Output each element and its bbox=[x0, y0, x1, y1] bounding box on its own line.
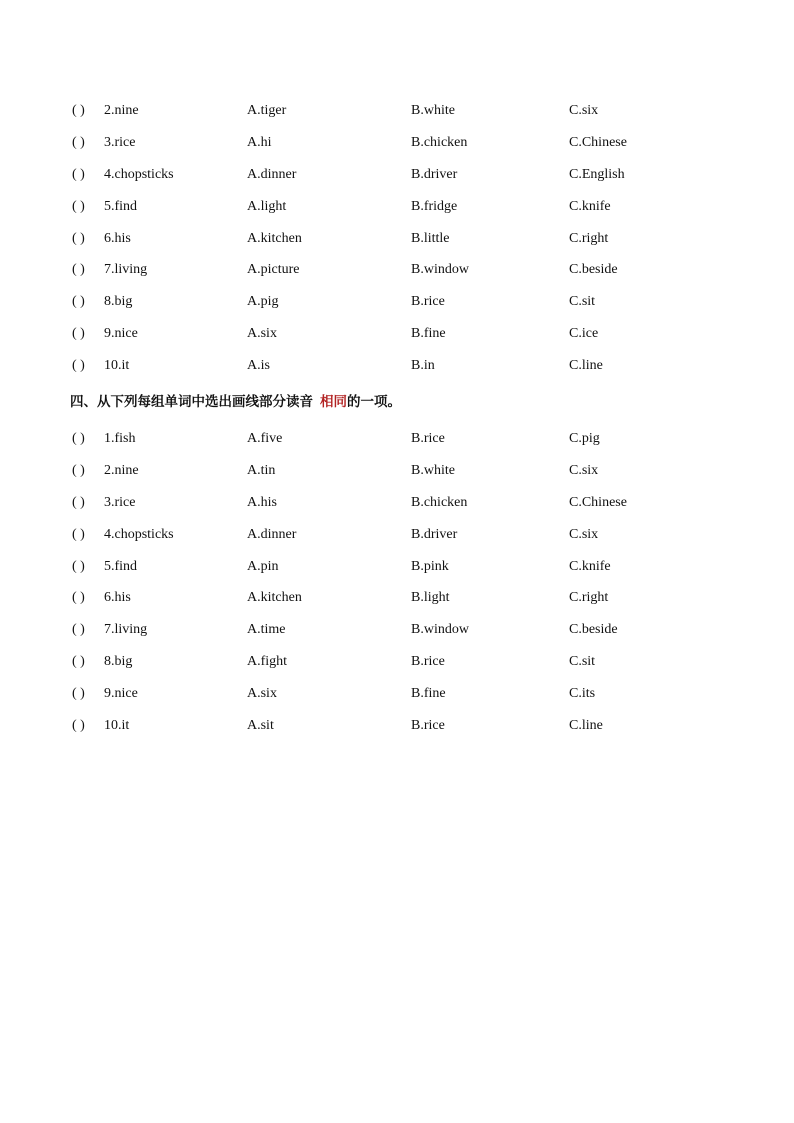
answer-blank[interactable]: ( ) bbox=[72, 590, 85, 606]
option-b: B.driver bbox=[411, 166, 458, 182]
question-word: 9.nice bbox=[104, 686, 138, 702]
option-a: A.sit bbox=[247, 718, 274, 734]
option-b: B.rice bbox=[411, 654, 445, 670]
question-row bbox=[70, 260, 750, 292]
option-b: B.rice bbox=[411, 294, 445, 310]
option-b: B.window bbox=[411, 262, 469, 278]
option-a: A.time bbox=[247, 622, 286, 638]
option-a: A.pin bbox=[247, 558, 279, 574]
answer-blank[interactable]: ( ) bbox=[72, 431, 85, 446]
answer-blank[interactable]: ( ) bbox=[72, 494, 85, 510]
question-row bbox=[70, 356, 750, 388]
option-b: B.rice bbox=[411, 718, 445, 734]
answer-blank[interactable]: ( ) bbox=[72, 230, 85, 246]
option-c: C.right bbox=[569, 230, 609, 246]
question-row bbox=[70, 197, 750, 229]
question-row bbox=[70, 429, 750, 461]
question-word: 8.big bbox=[104, 654, 133, 670]
option-c: C.six bbox=[569, 526, 599, 542]
option-b: B.window bbox=[411, 622, 469, 638]
question-row bbox=[70, 493, 750, 525]
question-row bbox=[70, 716, 750, 748]
option-a: A.tin bbox=[247, 462, 276, 478]
question-row bbox=[70, 588, 750, 620]
answer-blank[interactable]: ( ) bbox=[72, 326, 85, 342]
question-word: 10.it bbox=[104, 358, 130, 374]
question-word: 3.rice bbox=[104, 134, 136, 150]
question-word: 7.living bbox=[104, 262, 148, 278]
section-four-heading bbox=[70, 392, 401, 412]
option-b: B.white bbox=[411, 462, 455, 478]
option-a: A.fight bbox=[247, 654, 288, 670]
question-row bbox=[70, 292, 750, 324]
question-row bbox=[70, 525, 750, 557]
option-a: A.pig bbox=[247, 294, 279, 310]
option-c: C.pig bbox=[569, 431, 600, 446]
heading-text: 四、从下列每组单词中选出画线部分读音 bbox=[70, 394, 313, 410]
heading-highlight: 相同 bbox=[320, 394, 347, 410]
answer-blank[interactable]: ( ) bbox=[72, 358, 85, 374]
option-a: A.his bbox=[247, 494, 277, 510]
question-row bbox=[70, 101, 750, 133]
answer-blank[interactable]: ( ) bbox=[72, 686, 85, 702]
question-word: 10.it bbox=[104, 718, 130, 734]
answer-blank[interactable]: ( ) bbox=[72, 134, 85, 150]
option-c: C.six bbox=[569, 103, 599, 118]
question-row bbox=[70, 229, 750, 261]
option-c: C.beside bbox=[569, 622, 618, 638]
option-a: A.six bbox=[247, 326, 277, 342]
option-b: B.pink bbox=[411, 558, 449, 574]
question-word: 9.nice bbox=[104, 326, 138, 342]
option-a: A.kitchen bbox=[247, 230, 302, 246]
option-a: A.tiger bbox=[247, 103, 287, 118]
option-a: A.dinner bbox=[247, 526, 297, 542]
question-word: 5.find bbox=[104, 558, 138, 574]
question-word: 4.chopsticks bbox=[104, 166, 174, 182]
option-b: B.rice bbox=[411, 431, 445, 446]
question-row bbox=[70, 165, 750, 197]
option-a: A.six bbox=[247, 686, 277, 702]
option-c: C.right bbox=[569, 590, 609, 606]
option-c: C.sit bbox=[569, 654, 596, 670]
option-a: A.five bbox=[247, 431, 283, 446]
question-word: 2.nine bbox=[104, 462, 139, 478]
question-row bbox=[70, 620, 750, 652]
option-c: C.its bbox=[569, 686, 596, 702]
answer-blank[interactable]: ( ) bbox=[72, 622, 85, 638]
option-a: A.dinner bbox=[247, 166, 297, 182]
option-c: C.Chinese bbox=[569, 134, 627, 150]
question-row bbox=[70, 652, 750, 684]
section-three-question-list bbox=[70, 101, 750, 388]
option-b: B.chicken bbox=[411, 134, 468, 150]
option-b: B.driver bbox=[411, 526, 458, 542]
option-c: C.line bbox=[569, 718, 603, 734]
option-b: B.fridge bbox=[411, 198, 458, 214]
question-word: 7.living bbox=[104, 622, 148, 638]
question-word: 5.find bbox=[104, 198, 138, 214]
option-b: B.little bbox=[411, 230, 450, 246]
answer-blank[interactable]: ( ) bbox=[72, 462, 85, 478]
question-word: 2.nine bbox=[104, 103, 139, 118]
answer-blank[interactable]: ( ) bbox=[72, 103, 85, 118]
option-c: C.line bbox=[569, 358, 603, 374]
question-word: 6.his bbox=[104, 230, 131, 246]
answer-blank[interactable]: ( ) bbox=[72, 526, 85, 542]
option-c: C.ice bbox=[569, 326, 599, 342]
answer-blank[interactable]: ( ) bbox=[72, 262, 85, 278]
question-word: 3.rice bbox=[104, 494, 136, 510]
option-b: B.chicken bbox=[411, 494, 468, 510]
option-c: C.knife bbox=[569, 198, 611, 214]
option-c: C.sit bbox=[569, 294, 596, 310]
question-row bbox=[70, 133, 750, 165]
option-c: C.English bbox=[569, 166, 625, 182]
option-a: A.picture bbox=[247, 262, 300, 278]
option-c: C.Chinese bbox=[569, 494, 627, 510]
section-four-question-list bbox=[70, 429, 750, 748]
option-b: B.light bbox=[411, 590, 450, 606]
option-c: C.six bbox=[569, 462, 599, 478]
question-row bbox=[70, 324, 750, 356]
answer-blank[interactable]: ( ) bbox=[72, 166, 85, 182]
question-row bbox=[70, 461, 750, 493]
option-b: B.fine bbox=[411, 326, 446, 342]
question-word: 8.big bbox=[104, 294, 133, 310]
answer-blank[interactable]: ( ) bbox=[72, 294, 85, 310]
question-row bbox=[70, 557, 750, 589]
option-b: B.white bbox=[411, 103, 455, 118]
option-c: C.beside bbox=[569, 262, 618, 278]
option-b: B.fine bbox=[411, 686, 446, 702]
answer-blank[interactable]: ( ) bbox=[72, 718, 85, 734]
answer-blank[interactable]: ( ) bbox=[72, 198, 85, 214]
option-a: A.hi bbox=[247, 134, 272, 150]
heading-text-end: 的一项。 bbox=[347, 394, 401, 410]
option-a: A.kitchen bbox=[247, 590, 302, 606]
answer-blank[interactable]: ( ) bbox=[72, 558, 85, 574]
question-word: 6.his bbox=[104, 590, 131, 606]
question-word: 1.fish bbox=[104, 431, 136, 446]
option-b: B.in bbox=[411, 358, 435, 374]
answer-blank[interactable]: ( ) bbox=[72, 654, 85, 670]
question-row bbox=[70, 684, 750, 716]
option-a: A.is bbox=[247, 358, 270, 374]
question-word: 4.chopsticks bbox=[104, 526, 174, 542]
option-c: C.knife bbox=[569, 558, 611, 574]
option-a: A.light bbox=[247, 198, 287, 214]
